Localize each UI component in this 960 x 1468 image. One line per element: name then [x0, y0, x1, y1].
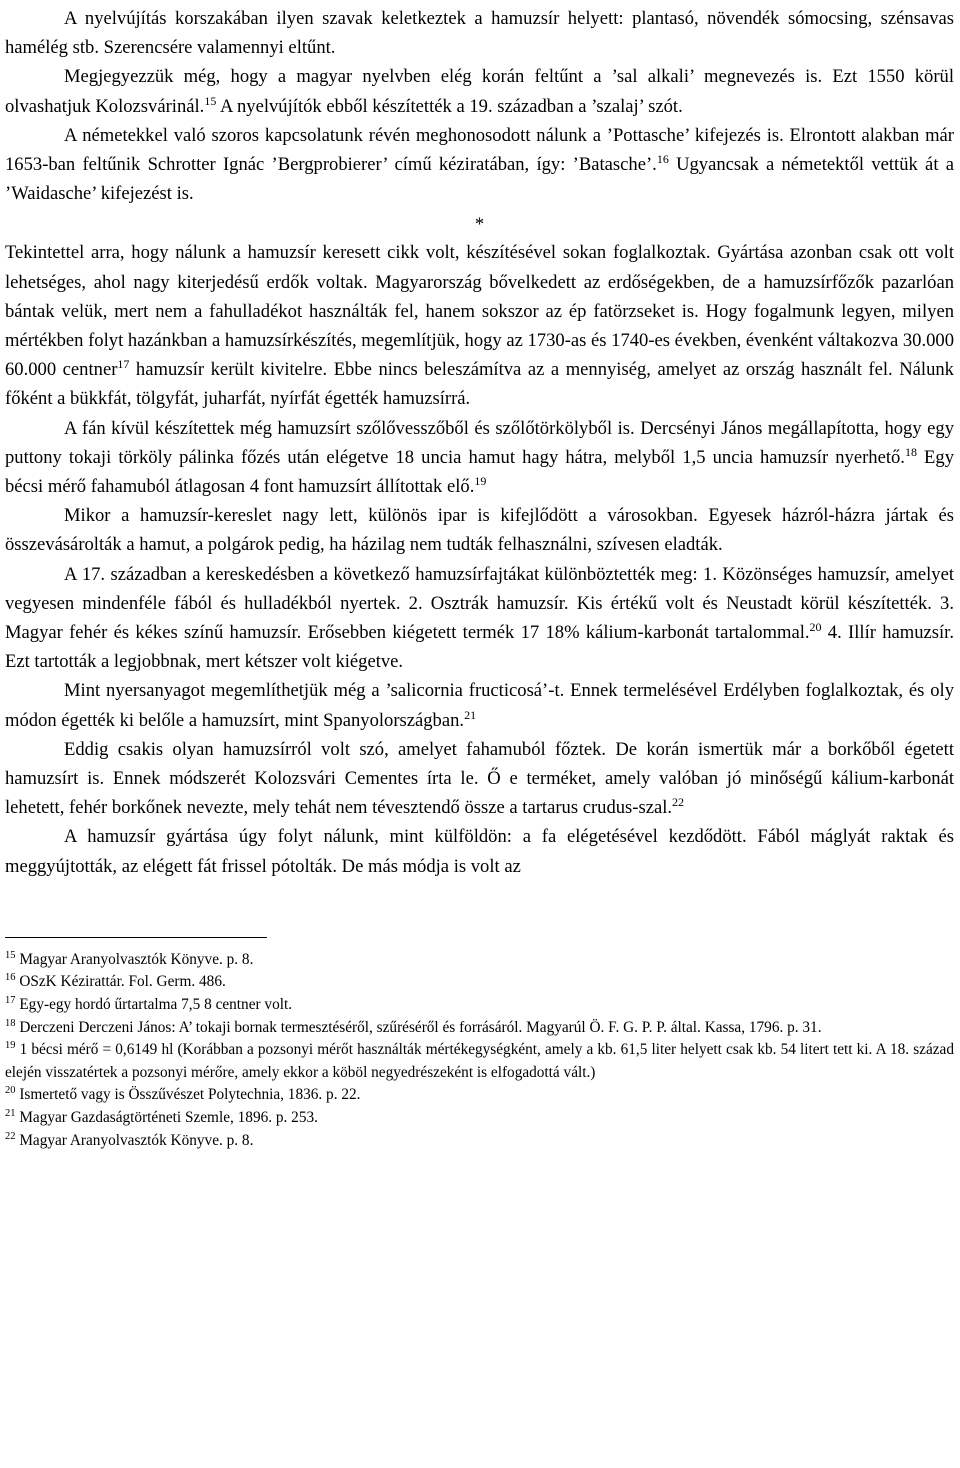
footnote-number: 15: [5, 949, 16, 961]
paragraph: [5, 62, 954, 120]
paragraph-text: A németekkel való szoros kapcsolatunk révén meghonosodott nálunk a ’Pottasche’ kifejezés is. Elrontott alakban már 1653-ban feltűnik Schrotter Ignác ’Bergprobierer’ című kéziratában, így: ’Batasche’.: [5, 124, 954, 176]
main-text: [5, 4, 954, 881]
footnote-ref[interactable]: 20: [809, 620, 822, 635]
paragraph: [5, 501, 954, 559]
paragraph-text: A 17. században a kereskedésben a következő hamuzsírfajtákat különböztették meg: 1. Közönséges hamuzsír, amelyet vegyesen mindenféle fából és hulladékból nyertek. 2. Osztrák hamuzsír. Kis értékű volt és Neustadt körül készítették. 3. Magyar fehér és kékes színű hamuzsír. Erősebben kiégetett termék 17 18% kálium-karbonát tartalommal.: [5, 563, 954, 644]
paragraph-text: Ugyancsak a németektől vettük át a ’Waidasche’ kifejezést is.: [5, 154, 954, 205]
footnote-ref[interactable]: 16: [656, 152, 669, 167]
footnote-text: Magyar Aranyolvasztók Könyve. p. 8.: [19, 1131, 254, 1149]
footnote-text: Egy-egy hordó űrtartalma 7,5 8 centner volt.: [19, 996, 293, 1014]
footnote: [5, 971, 954, 994]
paragraph: [5, 676, 954, 734]
paragraph-text: Egy bécsi mérő fahamuból átlagosan 4 font hamuzsírt állítottak elő.: [5, 446, 954, 498]
paragraph: [5, 735, 954, 823]
paragraph-text: A fán kívül készítettek még hamuzsírt szőlővesszőből és szőlőtörkölyből is. Dercsényi János megállapította, hogy egy puttony tokaji törköly pálinka főzés után elégetve 18 uncia hamut hagy hátra, melyből 1,5 uncia hamuzsír nyerhető.: [5, 417, 954, 468]
paragraph-text: hamuzsír került kivitelre. Ebbe nincs beleszámítva az a mennyiség, amelyet az ország használt fel. Nálunk főként a bükkfát, tölgyfát, juharfát, nyírfát égették hamuzsírrá.: [5, 359, 954, 410]
footnote-ref[interactable]: 15: [204, 93, 217, 108]
paragraph: [5, 560, 954, 677]
footnote-text: 1 bécsi mérő = 0,6149 hl (Korábban a pozsonyi mérőt használták mértékegységként, amely a kb. 61,5 liter helyett csak kb. 54 litert tett ki. A 18. század elején visszatértek a pozsonyi mérőre, amely ekkor a köböl negyedrészeként is elfogadottá vált.): [5, 1041, 954, 1081]
footnote-number: 21: [5, 1108, 16, 1120]
footnote-number: 20: [5, 1085, 16, 1097]
footnote-ref[interactable]: 22: [672, 795, 685, 810]
section-separator: *: [474, 214, 485, 236]
footnote-text: Magyar Aranyolvasztók Könyve. p. 8.: [19, 950, 254, 968]
footnote: [5, 1039, 954, 1084]
paragraph: [5, 822, 954, 880]
footnote-number: 19: [5, 1040, 16, 1052]
paragraph-text: Eddig csakis olyan hamuzsírról volt szó, amelyet fahamuból főztek. De korán ismertük már a borkőből égetett hamuzsírt is. Ennek módszerét Kolozsvári Cementes írta le. Ő e terméket, amely valóban jó minőségű kálium-karbonát lehetett, fehér borkőnek nevezte, mely tehát nem tévesztendő össze a tartarus crudus-szal.: [5, 738, 954, 819]
footnote-number: 16: [5, 972, 16, 984]
footnote-text: Ismertető vagy is Összűvészet Polytechnia, 1836. p. 22.: [19, 1086, 361, 1104]
footnote-ref[interactable]: 17: [117, 357, 130, 372]
paragraph-text: A hamuzsír gyártása úgy folyt nálunk, mint külföldön: a fa elégetésével kezdődött. Fából máglyát raktak és meggyújtották, az elégett fát frissel pótolták. De más módja is volt az: [5, 826, 954, 877]
footnote-number: 18: [5, 1017, 16, 1029]
footnote: [5, 1084, 954, 1107]
footnote-number: 17: [5, 995, 16, 1007]
paragraph-text: Tekintettel arra, hogy nálunk a hamuzsír keresett cikk volt, készítésével sokan foglalkoztak. Gyártása azonban csak ott volt lehetséges, ahol nagy kiterjedésű erdők voltak. Magyarország bővelkedett az erdőségekben, de a hamuzsírfőzők pazarlóan bántak velük, mert nem a fahulladékot használták fel, hanem sokszor az ép fatörzseket is. Hogy fogalmunk legyen, milyen mértékben folyt hazánkban a hamuzsírkészítés, megemlítjük, hogy az 1730-as és 1740-es években, évenként váltakozva 30.000 60.000 centner: [5, 242, 954, 381]
paragraph-text: 4. Illír hamuzsír. Ezt tartották a legjobbnak, mert kétszer volt kiégetve.: [5, 622, 954, 673]
footnote-ref[interactable]: 19: [474, 474, 487, 489]
paragraph-text: Mint nyersanyagot megemlíthetjük még a ’salicornia fructicosá’-t. Ennek termelésével Erdélyben foglalkoztak, és oly módon égették ki belőle a hamuzsírt, mint Spanyolországban.: [5, 680, 954, 731]
footnote-text: Magyar Gazdaságtörténeti Szemle, 1896. p. 253.: [19, 1109, 318, 1127]
footnote: [5, 1017, 954, 1040]
footnote-text: OSzK Kézirattár. Fol. Germ. 486.: [19, 973, 226, 991]
footnotes: [5, 938, 954, 1152]
paragraph: [5, 121, 954, 209]
footnote: [5, 1130, 954, 1153]
footnote: [5, 1107, 954, 1130]
footnote: [5, 994, 954, 1017]
paragraph-text: A nyelvújítás korszakában ilyen szavak keletkeztek a hamuzsír helyett: plantasó, növendék sómocsing, szénsavas hamélég stb. Szerencsére valamennyi eltűnt.: [5, 8, 954, 59]
footnote: [5, 949, 954, 972]
paragraph-text: A nyelvújítók ebből készítették a 19. században a ’szalaj’ szót.: [216, 95, 683, 117]
paragraph: [5, 4, 954, 62]
footnote-text: Derczeni Derczeni János: A’ tokaji bornak termesztéséről, szűréséről és forrásáról. Magyarúl Ö. F. G. P. P. által. Kassa, 1796. p. 31.: [19, 1018, 822, 1036]
paragraph: [5, 238, 954, 413]
footnote-ref[interactable]: 21: [464, 707, 477, 722]
paragraph-text: Megjegyezzük még, hogy a magyar nyelvben elég korán feltűnt a ’sal alkali’ megnevezés is. Ezt 1550 körül olvashatjuk Kolozsvárinál.: [5, 66, 954, 117]
footnote-number: 22: [5, 1130, 16, 1142]
paragraph-text: Mikor a hamuzsír-kereslet nagy lett, különös ipar is kifejlődött a városokban. Egyesek házról-házra jártak és összevásárolták a hamut, a polgárok pedig, ha házilag nem tudták felhasználni, szívesen eladták.: [5, 505, 954, 556]
paragraph: [5, 414, 954, 502]
footnote-ref[interactable]: 18: [904, 444, 917, 459]
